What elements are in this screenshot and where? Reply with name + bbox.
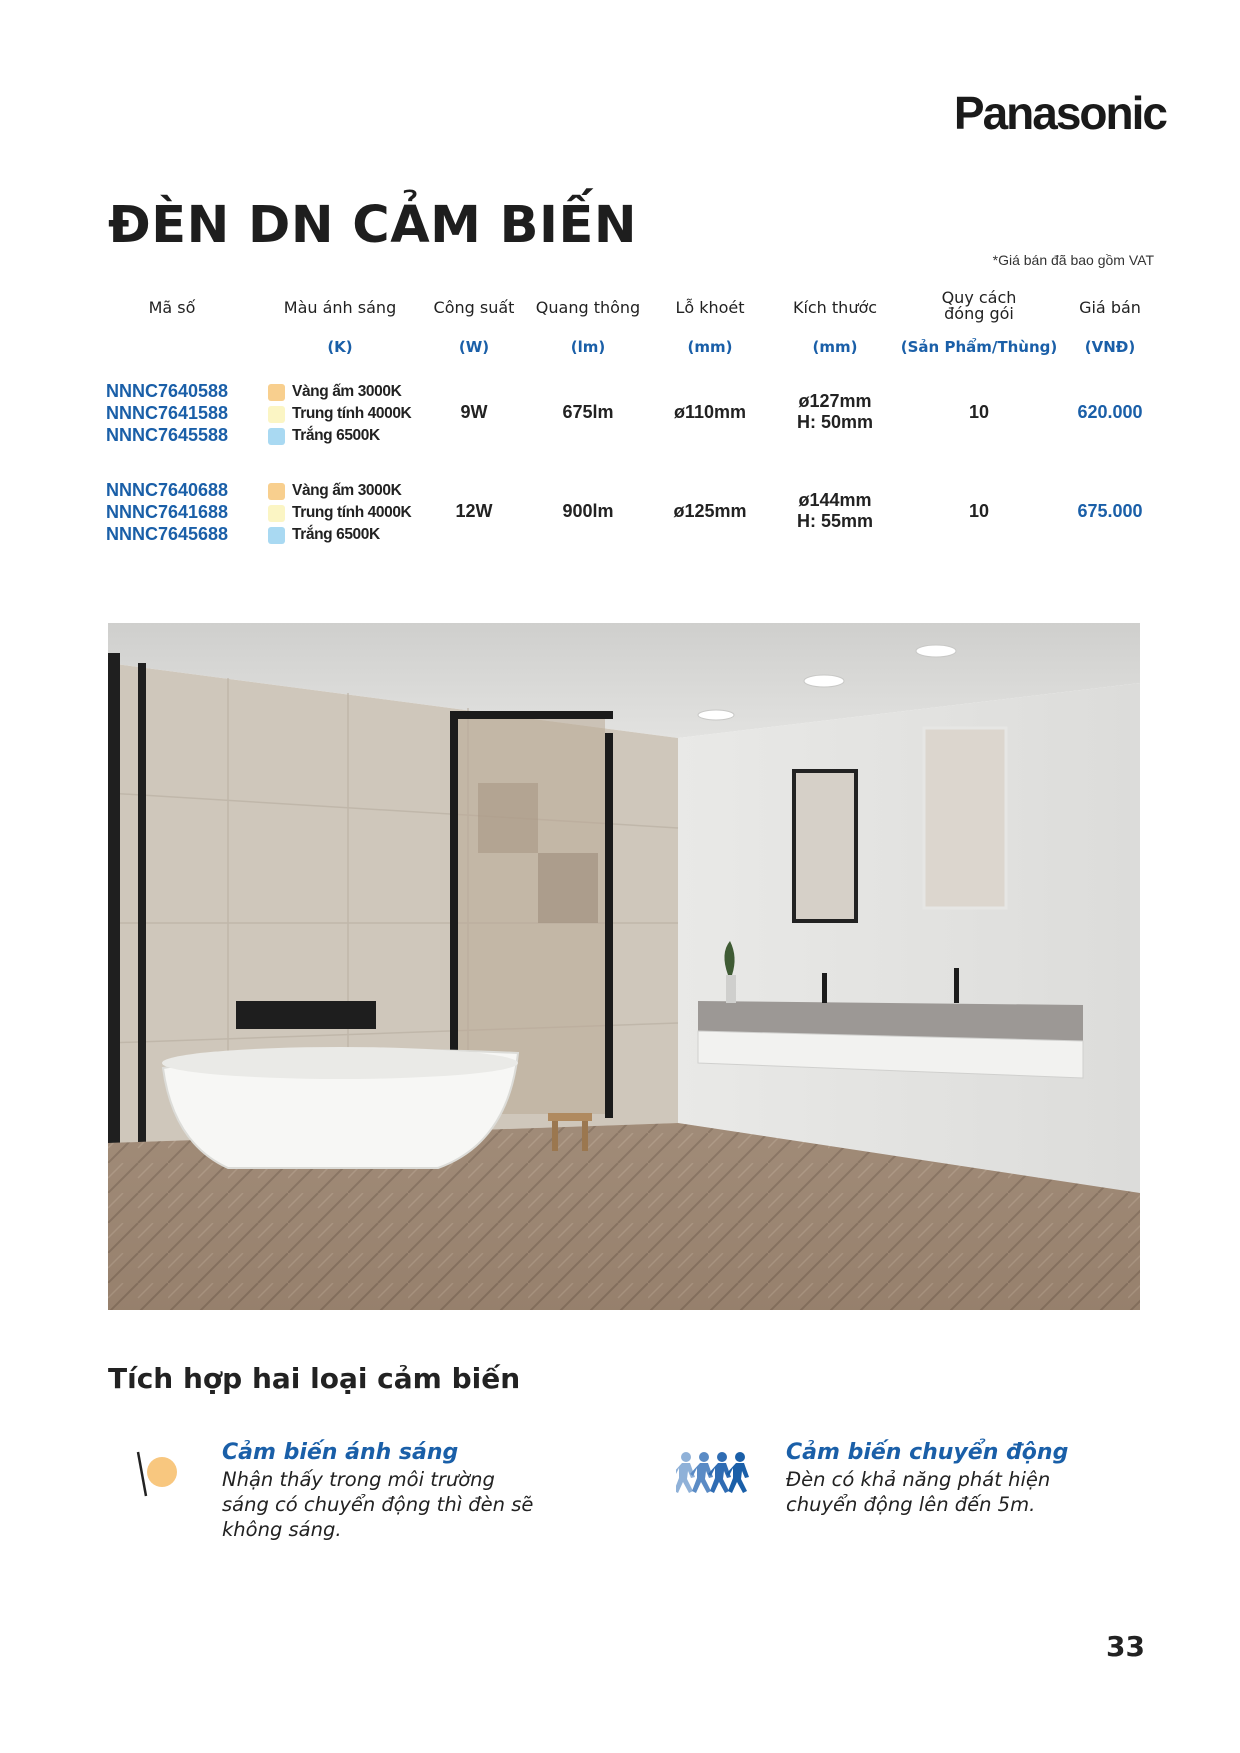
color-option	[268, 425, 411, 447]
header-power: Công suất	[433, 298, 515, 317]
cutout-value: ø110mm	[673, 402, 747, 422]
size-diameter: ø127mm	[798, 391, 872, 411]
packing-value: 10	[968, 501, 990, 521]
header-packing	[942, 290, 1017, 322]
header-packing-line1: Quy cách	[941, 288, 1017, 307]
feature-description	[222, 1467, 642, 1542]
color-label: Trung tính 4000K	[292, 405, 412, 422]
page-title: ĐÈN DN CẢM BIẾN	[108, 196, 638, 255]
white-swatch	[268, 527, 285, 544]
header-code: Mã số	[148, 298, 196, 317]
header-lumen: Quang thông	[535, 298, 641, 317]
unit-cutout: (mm)	[687, 338, 733, 356]
unit-lumen: (lm)	[570, 338, 606, 356]
bathroom-photo	[108, 623, 1140, 1310]
product-code: NNNC7645688	[106, 524, 229, 544]
header-size: Kích thước	[792, 298, 878, 317]
lumen-value: 675lm	[562, 402, 614, 422]
vat-note: *Giá bán đã bao gồm VAT	[992, 252, 1154, 268]
motion-sensor-icon	[676, 1450, 760, 1502]
warm-swatch	[268, 384, 285, 401]
unit-size: (mm)	[812, 338, 858, 356]
price-value: 620.000	[1077, 402, 1143, 422]
warm-swatch	[268, 483, 285, 500]
color-option	[268, 524, 411, 546]
description-line: Nhận thấy trong môi trường	[222, 1468, 495, 1491]
panasonic-logo: Panasonic	[953, 87, 1166, 139]
light-sensor-icon	[108, 1448, 180, 1502]
unit-color: (K)	[327, 338, 353, 356]
color-label: Vàng ấm 3000K	[292, 383, 402, 400]
size-value	[797, 391, 873, 433]
color-label: Trắng 6500K	[292, 427, 380, 444]
packing-value: 10	[968, 402, 990, 422]
white-swatch	[268, 428, 285, 445]
power-value: 9W	[460, 402, 488, 422]
product-code: NNNC7645588	[106, 425, 229, 445]
size-height: H: 55mm	[796, 511, 874, 531]
description-line: Đèn có khả năng phát hiện	[786, 1468, 1051, 1491]
header-packing-line2: đóng gói	[944, 304, 1014, 323]
product-code: NNNC7641688	[106, 502, 229, 522]
unit-price: (VNĐ)	[1084, 338, 1136, 356]
neutral-swatch	[268, 505, 285, 522]
size-height: H: 50mm	[796, 412, 874, 432]
price-value: 675.000	[1077, 501, 1143, 521]
product-code: NNNC7640688	[106, 480, 229, 500]
color-option	[268, 480, 411, 502]
header-cutout: Lỗ khoét	[675, 298, 745, 317]
size-diameter: ø144mm	[798, 490, 872, 510]
unit-packing: (Sản Phẩm/Thùng)	[900, 338, 1058, 356]
neutral-swatch	[268, 406, 285, 423]
header-price: Giá bán	[1079, 298, 1141, 317]
feature-title: Cảm biến ánh sáng	[222, 1440, 459, 1465]
color-label: Vàng ấm 3000K	[292, 482, 402, 499]
product-code-list	[106, 380, 228, 446]
unit-power: (W)	[458, 338, 490, 356]
page-number: 33	[1106, 1630, 1145, 1663]
description-line: không sáng.	[222, 1518, 342, 1541]
color-label: Trung tính 4000K	[292, 504, 412, 521]
description-line: chuyển động lên đến 5m.	[786, 1493, 1036, 1516]
product-code: NNNC7641588	[106, 403, 229, 423]
color-option	[268, 381, 411, 403]
color-option	[268, 502, 411, 524]
cutout-value: ø125mm	[673, 501, 747, 521]
product-code-list	[106, 479, 228, 545]
power-value: 12W	[455, 501, 493, 521]
header-color: Màu ánh sáng	[283, 298, 397, 317]
color-label: Trắng 6500K	[292, 526, 380, 543]
lumen-value: 900lm	[562, 501, 614, 521]
section-title: Tích hợp hai loại cảm biến	[108, 1362, 521, 1395]
size-value	[797, 490, 873, 532]
color-list	[268, 381, 411, 447]
feature-title: Cảm biến chuyển động	[786, 1440, 1069, 1465]
product-code: NNNC7640588	[106, 381, 229, 401]
color-list	[268, 480, 411, 546]
description-line: sáng có chuyển động thì đèn sẽ	[222, 1493, 534, 1516]
feature-description	[786, 1467, 1206, 1517]
color-option	[268, 403, 411, 425]
